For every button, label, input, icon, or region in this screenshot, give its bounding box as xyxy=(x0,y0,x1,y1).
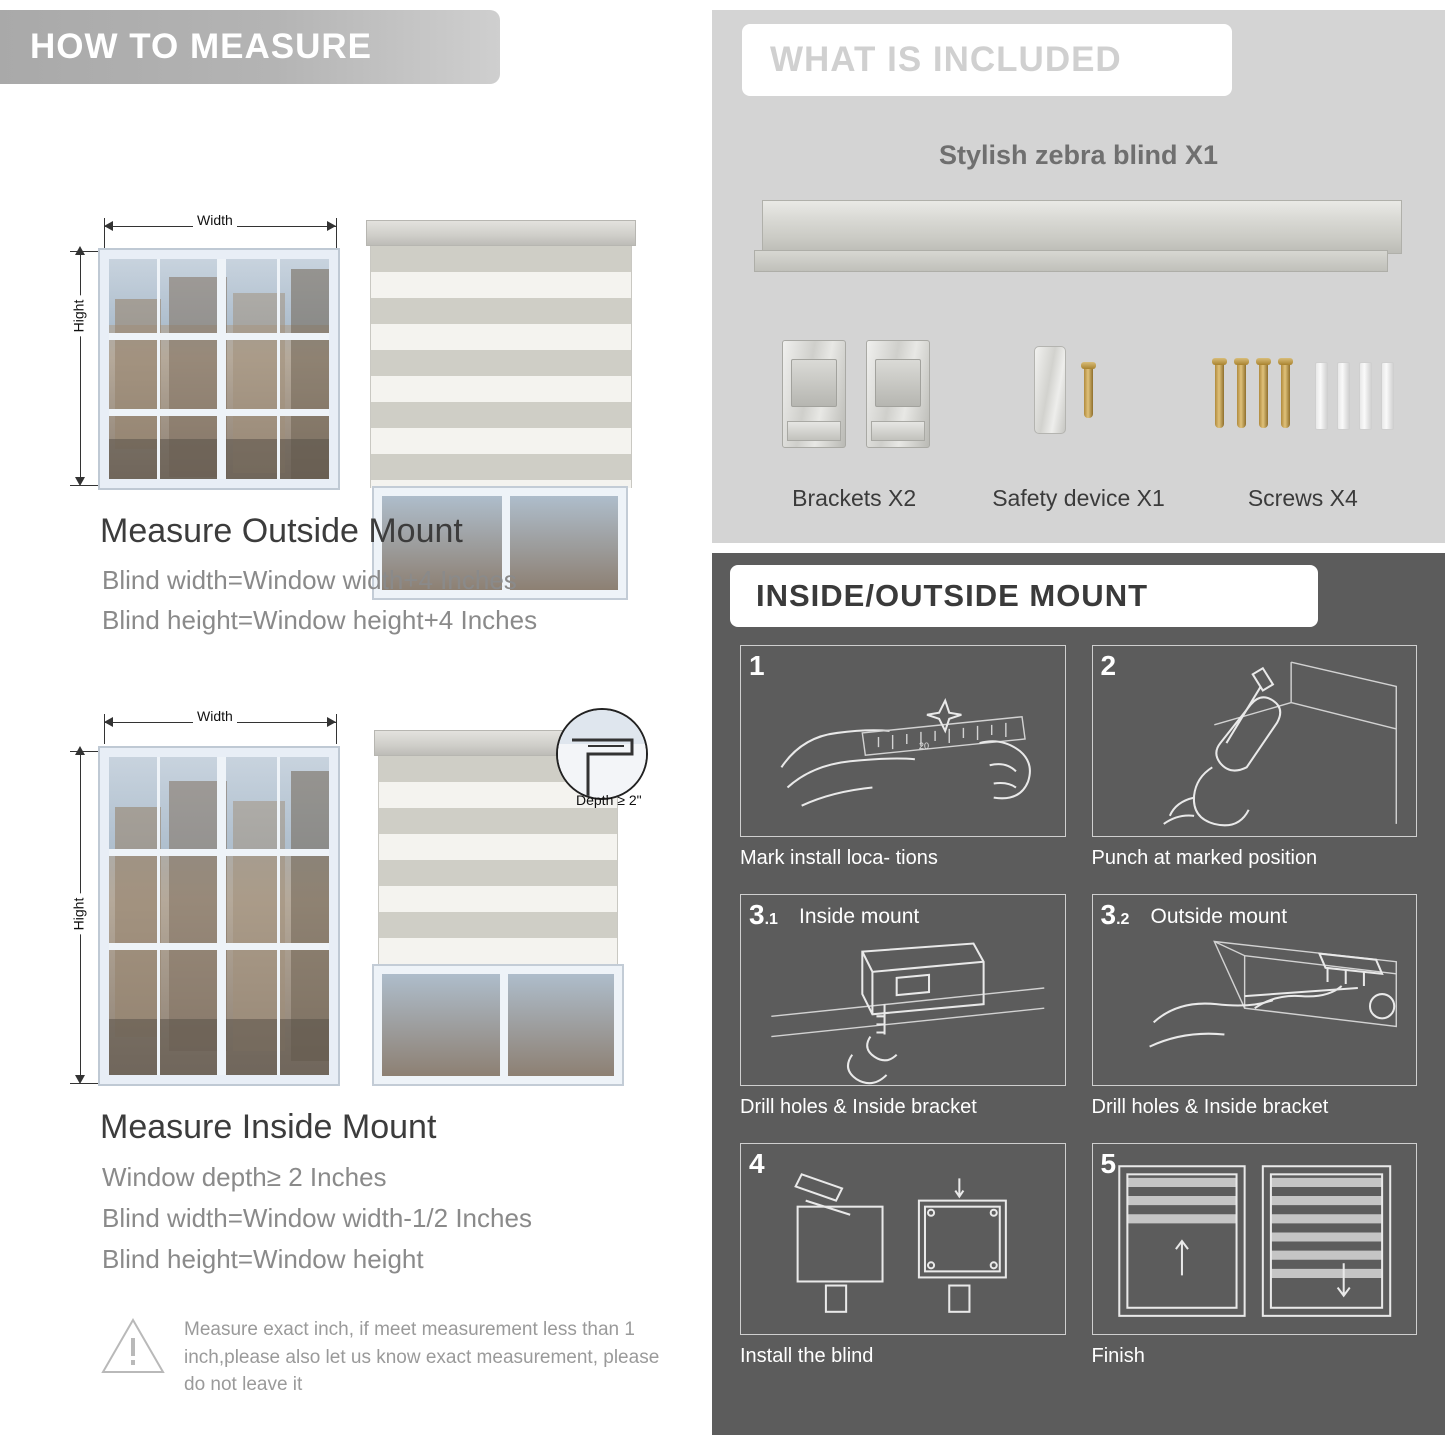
zebra-blind-outside xyxy=(366,220,636,488)
window-muntin xyxy=(157,259,160,479)
inside-width-tick-right xyxy=(336,714,337,744)
inside-width-arrow-left xyxy=(104,717,113,727)
wall-anchor-3 xyxy=(1359,362,1372,430)
window-muntin xyxy=(277,259,280,479)
step-3-1-number: 3.1 xyxy=(749,899,778,930)
inside-outside-mount-panel xyxy=(712,553,1445,1435)
bracket-icon xyxy=(742,340,966,460)
outside-width-tick-left xyxy=(104,218,105,248)
building-block xyxy=(291,771,338,1061)
how-to-measure-banner xyxy=(0,10,500,84)
installation-steps xyxy=(740,645,1417,1368)
step-2-number: 2 xyxy=(1100,650,1117,681)
step-4-caption: Install the blind xyxy=(740,1345,874,1367)
svg-text:20: 20 xyxy=(918,741,930,752)
headrail-top xyxy=(762,200,1402,254)
step-2-caption: Punch at marked position xyxy=(1091,847,1318,869)
outside-height-dimension-line xyxy=(80,252,81,484)
outside-mount-line-1: Blind width=Window width+4 Inches xyxy=(102,565,517,595)
window-mullion-vertical xyxy=(217,757,226,1075)
inside-width-tick-left xyxy=(104,714,105,744)
how-to-measure-title: HOW TO MEASURE xyxy=(30,27,372,66)
product-title: Stylish zebra blind X1 xyxy=(938,140,1219,170)
step-3-2 xyxy=(1092,894,1418,1119)
blind-headrail xyxy=(366,220,636,246)
step-4-illustration xyxy=(740,1143,1066,1335)
step-5-illustration xyxy=(1092,1143,1418,1335)
step-1 xyxy=(740,645,1066,870)
inside-outside-mount-title: INSIDE/OUTSIDE MOUNT xyxy=(756,578,1149,613)
inside-height-label: Hight xyxy=(70,894,86,935)
inside-mount-line-3: Blind height=Window height xyxy=(102,1244,424,1274)
screw-2-head xyxy=(1234,358,1249,365)
window-mullion-vertical xyxy=(500,974,508,1076)
wall-anchor-1 xyxy=(1315,362,1328,430)
part-label-screws: Screws X4 xyxy=(1247,485,1358,511)
zebra-blind-product-image xyxy=(754,200,1402,272)
safety-device-body xyxy=(1034,346,1066,434)
outside-mount-line-2: Blind height=Window height+4 Inches xyxy=(102,605,538,635)
depth-callout-art xyxy=(558,710,646,798)
finished-blinds-sketch xyxy=(1093,1144,1416,1335)
inside-width-arrow-right xyxy=(327,717,336,727)
step-1-illustration xyxy=(740,645,1066,837)
step-3-1 xyxy=(740,894,1066,1119)
step-3-2-illustration xyxy=(1092,894,1418,1086)
safety-device-icon xyxy=(966,340,1190,460)
part-screws xyxy=(1191,340,1415,520)
step-3-2-label: Outside mount xyxy=(1150,905,1288,928)
window-photo-outside xyxy=(100,250,338,488)
inside-mount-line-1: Window depth≥ 2 Inches xyxy=(102,1162,387,1192)
how-to-measure-column xyxy=(0,0,712,1445)
window-mullion-horizontal xyxy=(109,943,329,950)
warning-icon xyxy=(100,1316,166,1376)
measure-sketch xyxy=(741,646,1064,837)
screw-icon xyxy=(1084,366,1093,418)
screw-1-head xyxy=(1212,358,1227,365)
screw-4 xyxy=(1281,362,1290,428)
part-brackets xyxy=(742,340,966,520)
headrail-bottom xyxy=(754,250,1388,272)
drill-sketch xyxy=(1093,646,1416,837)
outside-height-tick-top xyxy=(70,251,98,252)
parts-list xyxy=(742,340,1415,520)
outside-mount-heading: Measure Outside Mount xyxy=(100,512,463,550)
window-muntin xyxy=(277,757,280,1075)
window-photo-inside xyxy=(100,748,338,1084)
step-3-2-caption: Drill holes & Inside bracket xyxy=(1091,1096,1329,1118)
step-4-number: 4 xyxy=(749,1148,765,1179)
bracket-icon-right xyxy=(866,340,930,448)
step-5-caption: Finish xyxy=(1091,1345,1145,1367)
window-photo-inside-lower xyxy=(374,966,622,1084)
inside-mount-line-2: Blind width=Window width-1/2 Inches xyxy=(102,1203,532,1233)
wall-anchor-2 xyxy=(1337,362,1350,430)
building-block xyxy=(115,299,161,449)
part-label-brackets: Brackets X2 xyxy=(792,485,917,511)
window-mullion-horizontal xyxy=(109,409,329,416)
screw-icon xyxy=(1191,340,1415,460)
screw-1 xyxy=(1215,362,1224,428)
outside-width-label: Width xyxy=(193,212,237,228)
step-5-number: 5 xyxy=(1100,1148,1117,1179)
window-mullion-vertical xyxy=(217,259,226,479)
step-2 xyxy=(1092,645,1418,870)
outside-height-tick-bottom xyxy=(70,485,98,486)
outside-height-label: Hight xyxy=(70,296,86,337)
install-blind-sketch xyxy=(741,1144,1064,1335)
part-label-safety-device: Safety device X1 xyxy=(992,485,1165,511)
warning-text: Measure exact inch, if meet measurement less than 1 inch,please also let us know exact measurement, please do not leave it xyxy=(184,1319,660,1396)
screw-3 xyxy=(1259,362,1268,428)
inside-height-tick-top xyxy=(70,751,98,752)
outside-width-arrow-left xyxy=(104,221,113,231)
depth-label: Depth ≥ 2" xyxy=(576,792,642,808)
window-mullion-horizontal xyxy=(109,333,329,340)
step-1-caption: Mark install loca- tions xyxy=(740,847,938,869)
step-5 xyxy=(1092,1143,1418,1368)
inside-mount-diagram xyxy=(0,696,712,1096)
what-is-included-title: WHAT IS INCLUDED xyxy=(770,40,1122,79)
window-mullion-horizontal xyxy=(109,849,329,856)
measure-warning xyxy=(100,1316,660,1399)
inside-mount-heading: Measure Inside Mount xyxy=(100,1108,437,1146)
screw-2 xyxy=(1237,362,1246,428)
step-3-1-caption: Drill holes & Inside bracket xyxy=(740,1096,977,1118)
bracket-icon-left xyxy=(782,340,846,448)
inside-width-label: Width xyxy=(193,708,237,724)
right-column xyxy=(712,0,1445,1445)
depth-callout-circle xyxy=(556,708,648,800)
outside-width-arrow-right xyxy=(327,221,336,231)
part-safety-device xyxy=(966,340,1190,520)
inside-outside-mount-banner xyxy=(730,565,1318,627)
screw-3-head xyxy=(1256,358,1271,365)
outside-width-tick-right xyxy=(336,218,337,248)
step-3-1-illustration xyxy=(740,894,1066,1086)
screw-4-head xyxy=(1278,358,1293,365)
window-view xyxy=(382,974,614,1076)
what-is-included-banner xyxy=(742,24,1232,96)
blind-fabric xyxy=(370,246,632,488)
step-3-1-label: Inside mount xyxy=(799,905,920,928)
step-2-illustration xyxy=(1092,645,1418,837)
outside-mount-diagram xyxy=(0,100,712,520)
what-is-included-panel xyxy=(712,10,1445,543)
screw-head xyxy=(1081,362,1096,369)
wall-anchor-4 xyxy=(1381,362,1394,430)
step-4 xyxy=(740,1143,1066,1368)
building-block xyxy=(115,807,161,1037)
inside-height-tick-bottom xyxy=(70,1083,98,1084)
step-1-number: 1 xyxy=(749,650,765,681)
step-3-2-number: 3.2 xyxy=(1100,899,1130,930)
window-muntin xyxy=(157,757,160,1075)
